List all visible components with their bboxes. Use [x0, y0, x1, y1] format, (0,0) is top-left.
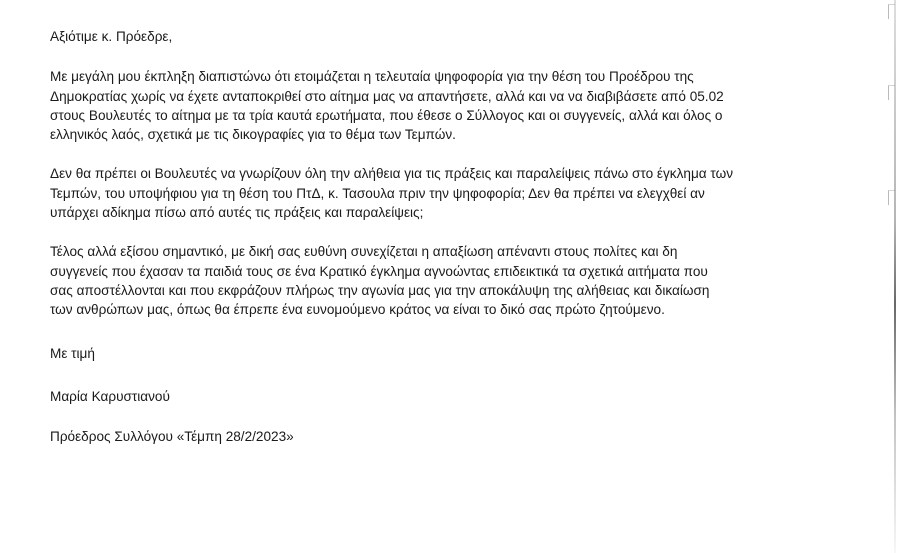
scan-artifact — [888, 85, 895, 100]
signature-name: Μαρία Καρυστιανού — [50, 389, 170, 404]
paragraph-line: υπάρχει αδίκημα πίσω από αυτές τις πράξεις και παραλείψεις; — [50, 205, 424, 220]
paragraph-line: Δημοκρατίας χωρίς να έχετε ανταποκριθεί στο αίτημα μας να απαντήσετε, αλλά και να να διαβιβάσετε από 05.02 — [50, 89, 724, 104]
paragraph-line: σας αποστέλλονται και που εκφράζουν πλήρως την αγωνία μας για την αποκάλυψη της αλήθειας και δικαίωση — [50, 283, 710, 298]
paragraph-line: συγγενείς που έχασαν τα παιδιά τους σε ένα Κρατικό έγκλημα αγνοώντας επιδεικτικά τα σχετικά αιτήματα που — [50, 264, 708, 279]
scan-artifact — [888, 4, 895, 19]
scan-artifact — [888, 190, 895, 205]
letter-closing: Με τιμή — [50, 346, 95, 361]
paragraph-line: ελληνικός λαός, σχετικά με τις δικογραφίες για το θέμα των Τεμπών. — [50, 127, 456, 142]
paragraph-line: Τέλος αλλά εξίσου σημαντικό, με δική σας ευθύνη συνεχίζεται η απαξίωση απέναντι στους πολίτες και δη — [50, 244, 678, 259]
paragraph-line: στους Βουλευτές το αίτημα με τα τρία καυτά ερωτήματα, που έθεσε ο Σύλλογος και οι συγγενείς, αλλά και όλος ο — [50, 108, 723, 123]
letter-greeting: Αξιότιμε κ. Πρόεδρε, — [50, 29, 173, 44]
scan-edge-line — [894, 0, 896, 553]
paragraph-line: Δεν θα πρέπει οι Βουλευτές να γνωρίζουν όλη την αλήθεια για τις πράξεις και παραλείψεις πάνω στο έγκλημα των — [50, 166, 733, 181]
paragraph-line: Με μεγάλη μου έκπληξη διαπιστώνω ότι ετοιμάζεται η τελευταία ψηφοφορία για την θέση του Προέδρου της — [50, 69, 694, 84]
signature-title: Πρόεδρος Συλλόγου «Τέμπη 28/2/2023» — [50, 429, 294, 444]
paragraph-line: Τεμπών, του υποψήφιου για τη θέση του ΠτΔ, κ. Τασουλα πριν την ψηφοφορία; Δεν θα πρέπει να ελεγχθεί αν — [50, 186, 705, 201]
paragraph-line: των ανθρώπων μας, όπως θα έπρεπε ένα ευνομούμενο κράτος να είναι το δικό σας πρώτο ζητούμενο. — [50, 302, 665, 317]
